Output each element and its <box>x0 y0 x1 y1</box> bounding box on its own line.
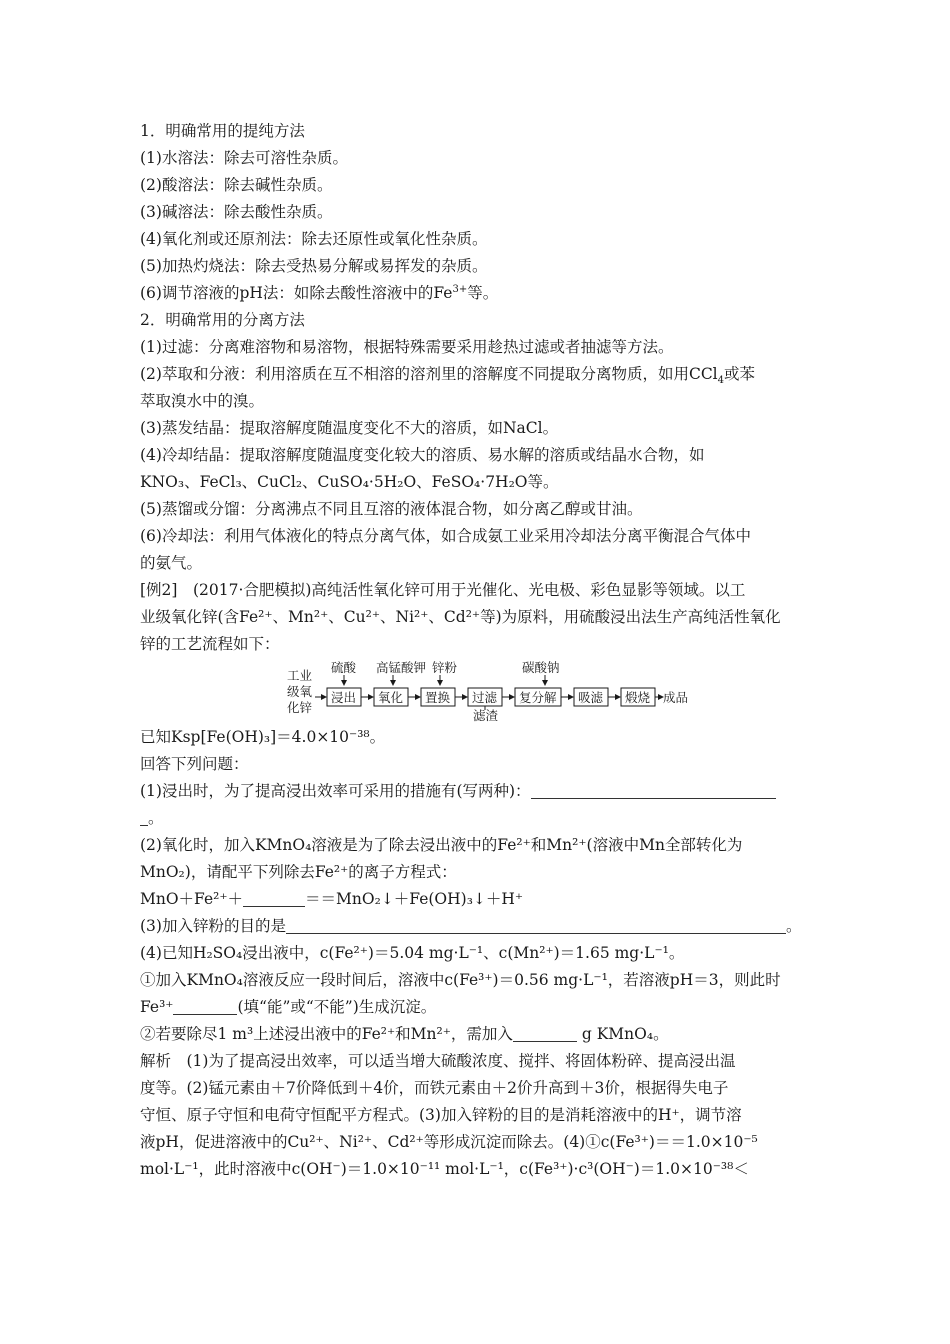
sec2-item-6: (6)冷却法：利用气体液化的特点分离气体，如合成氨工业采用冷却法分离平衡混合气体中 <box>140 527 751 545</box>
flow-start-l1: 工业 <box>287 668 313 683</box>
q1-answer-blank[interactable] <box>531 782 776 799</box>
q4-2-answer-blank[interactable] <box>513 1025 577 1042</box>
question-3: (3)加入锌粉的目的是 。 <box>140 917 802 935</box>
ksp-statement: 已知Ksp[Fe(OH)₃]＝4.0×10⁻³⁸。 <box>140 728 386 746</box>
question-1: (1)浸出时，为了提高浸出效率可采用的措施有(写两种)： <box>140 778 812 805</box>
question-2-cont: MnO₂)，请配平下列除去Fe²⁺的离子方程式： <box>140 863 457 881</box>
sec2-item-3: (3)蒸发结晶：提取溶解度随温度变化不大的溶质，如NaCl。 <box>140 419 559 437</box>
example-line-1: [例2] (2017·合肥模拟)高纯活性氧化锌可用于光催化、光电极、彩色显影等领域。以工 <box>140 581 746 599</box>
flow-start-l3: 化锌 <box>287 700 313 715</box>
flow-step-calcine: 煅烧 <box>625 690 651 705</box>
sec1-item-2: (2)酸溶法：除去碱性杂质。 <box>140 176 333 194</box>
sec2-item-2: (2)萃取和分液：利用溶质在互不相溶的溶剂里的溶解度不同提取分离物质，如用CCl$_4$或苯 <box>140 365 756 387</box>
flow-step-filter: 过滤 <box>472 690 498 705</box>
analysis-line-5: mol·L⁻¹，此时溶液中c(OH⁻)＝1.0×10⁻¹¹ mol·L⁻¹，c(Fe³⁺)·c³(OH⁻)＝1.0×10⁻³⁸＜ <box>140 1160 749 1178</box>
sec2-item-4: (4)冷却结晶：提取溶解度随温度变化较大的溶质、易水解的溶质或结晶水合物，如 <box>140 446 705 464</box>
question-2-equation: MnO＋Fe²⁺＋ ＝＝MnO₂↓＋Fe(OH)₃↓＋H⁺ <box>140 890 524 908</box>
sec1-item-4: (4)氧化剂或还原剂法：除去还原性或氧化性杂质。 <box>140 230 488 248</box>
section-2-title: 2．明确常用的分离方法 <box>140 311 305 329</box>
sec2-item-2-cont: 萃取溴水中的溴。 <box>140 392 265 410</box>
question-4-1: ①加入KMnO₄溶液反应一段时间后，溶液中c(Fe³⁺)＝0.56 mg·L⁻¹，若溶液pH＝3，则此时 <box>140 971 781 989</box>
section-1-title: 1．明确常用的提纯方法 <box>140 122 305 140</box>
question-1-end: 。 <box>140 805 812 832</box>
flow-step-metathesis: 复分解 <box>519 690 557 705</box>
sec1-item-1: (1)水溶法：除去可溶性杂质。 <box>140 149 348 167</box>
flow-step-leach: 浸出 <box>331 690 357 705</box>
q4-1-answer-blank[interactable] <box>173 998 237 1015</box>
questions-intro: 回答下列问题： <box>140 755 249 773</box>
flow-reagent-na2co3: 碳酸钠 <box>522 660 560 675</box>
q3-answer-blank[interactable] <box>286 917 786 934</box>
flow-product: 成品 <box>663 690 689 705</box>
sec1-item-3: (3)碱溶法：除去酸性杂质。 <box>140 203 333 221</box>
flow-start-l2: 级氧 <box>287 684 313 699</box>
question-4-2: ②若要除尽1 m³上述浸出液中的Fe²⁺和Mn²⁺，需加入 g KMnO₄。 <box>140 1025 669 1043</box>
question-4-1-cont: Fe³⁺ (填“能”或“不能”)生成沉淀。 <box>140 998 437 1016</box>
flow-step-replace: 置换 <box>425 690 451 705</box>
document-page <box>140 118 812 1183</box>
sec2-item-6-cont: 的氨气。 <box>140 554 203 572</box>
analysis-line-1: 解析 (1)为了提高浸出效率，可以适当增大硫酸浓度、搅拌、将固体粉碎、提高浸出温 <box>140 1052 736 1070</box>
flow-step-suction-filter: 吸滤 <box>578 690 604 705</box>
example-line-3: 锌的工艺流程如下： <box>140 635 280 653</box>
example-line-2: 业级氧化锌(含Fe²⁺、Mn²⁺、Cu²⁺、Ni²⁺、Cd²⁺等)为原料，用硫酸浸出法生产高纯活性氧化 <box>140 608 781 626</box>
sec2-item-4-cont: KNO₃、FeCl₃、CuCl₂、CuSO₄·5H₂O、FeSO₄·7H₂O等。 <box>140 473 559 491</box>
flow-residue: 滤渣 <box>473 708 499 723</box>
flow-reagent-kmno4: 高锰酸钾 <box>376 660 427 675</box>
analysis-line-4: 液pH，促进溶液中的Cu²⁺、Ni²⁺、Cd²⁺等形成沉淀而除去。(4)①c(Fe³⁺)＝＝1.0×10⁻⁵ <box>140 1133 758 1151</box>
flow-step-oxidize: 氧化 <box>378 690 404 705</box>
flow-reagent-sulfuric-acid: 硫酸 <box>331 660 357 675</box>
question-2: (2)氧化时，加入KMnO₄溶液是为了除去浸出液中的Fe²⁺和Mn²⁺(溶液中Mn全部转化为 <box>140 836 743 854</box>
process-flow-diagram <box>140 660 812 723</box>
analysis-line-2: 度等。(2)锰元素由＋7价降低到＋4价，而铁元素由＋2价升高到＋3价，根据得失电子 <box>140 1079 729 1097</box>
sec1-item-5: (5)加热灼烧法：除去受热易分解或易挥发的杂质。 <box>140 257 488 275</box>
sec2-item-5: (5)蒸馏或分馏：分离沸点不同且互溶的液体混合物，如分离乙醇或甘油。 <box>140 500 643 518</box>
analysis-line-3: 守恒、原子守恒和电荷守恒配平方程式。(3)加入锌粉的目的是消耗溶液中的H⁺，调节溶 <box>140 1106 742 1124</box>
sec1-item-6: (6)调节溶液的pH法：如除去酸性溶液中的$Fe^{3+}$等。 <box>140 283 499 302</box>
q1-answer-blank-cont[interactable] <box>140 809 148 826</box>
q2-equation-blank[interactable] <box>243 890 305 907</box>
flow-reagent-zinc: 锌粉 <box>432 660 458 675</box>
sec2-item-1: (1)过滤：分离难溶物和易溶物，根据特殊需要采用趁热过滤或者抽滤等方法。 <box>140 338 674 356</box>
question-4: (4)已知H₂SO₄浸出液中，c(Fe²⁺)＝5.04 mg·L⁻¹、c(Mn²⁺)＝1.65 mg·L⁻¹。 <box>140 944 685 962</box>
